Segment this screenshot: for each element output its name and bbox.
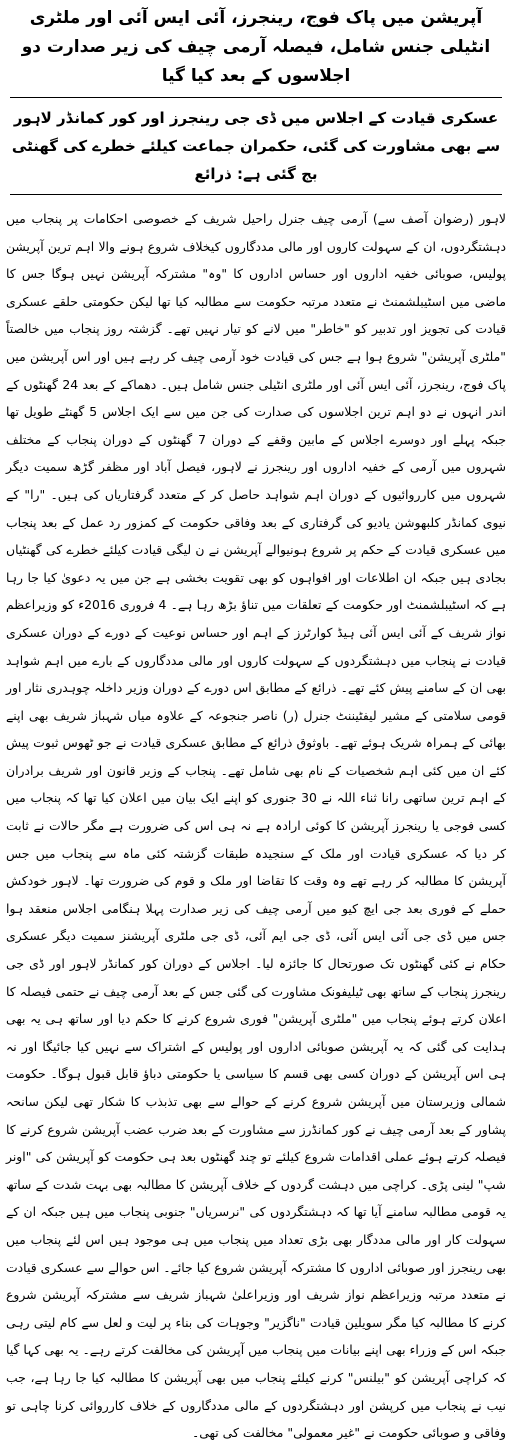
divider <box>10 97 502 98</box>
divider <box>10 194 502 195</box>
headline: آپریشن میں پاک فوج، رینجرز، آئی ایس آئی اور ملٹری انٹیلی جنس شامل، فیصلہ آرمی چیف کی زیر صدارت دو اجلاسوں کے بعد کیا گیا <box>21 8 491 86</box>
article-body: لاہور (رضوان آصف سے) آرمی چیف جنرل راحیل شریف کے خصوصی احکامات پر پنجاب میں دہشتگردوں، ان کے سہولت کاروں اور مالی مددگاروں کیخلاف شروع ہونے والا اہم ترین آپریشن پولیس، صوبائی خفیہ اداروں اور حساس اداروں کا "وہ" مشترکہ آپریشن نہیں ہوگا جس کا ماضی میں اسٹیبلشمنٹ نے متعدد مرتبہ حکومت سے مطالبہ کیا تھا لیکن حکومتی حلقے عسکری قیادت کی تجویز اور تدبیر کو "خاطر" میں لانے کو تیار نہیں تھے۔ گزشتہ روز پنجاب میں خالصتاً "ملٹری آپریشن" شروع ہوا ہے جس کی قیادت خود آرمی چیف کر رہے ہیں اور اس آپریشن میں پاک فوج، رینجرز، آئی ایس آئی اور ملٹری انٹیلی جنس شامل ہیں۔ دھماکے کے بعد 24 گھنٹوں کے اندر انہوں نے دو اہم ترین اجلاسوں کی صدارت کی جن میں سے ایک اجلاس 5 گھنٹے طویل تھا جبکہ پہلے اور دوسرے اجلاس کے مابین وقفے کے دوران 7 گھنٹوں کے دوران پنجاب کے مختلف شہروں میں آرمی کے خفیہ اداروں اور رینجرز نے لاہور، فیصل آباد اور مظفر گڑھ سمیت دیگر شہروں میں کارروائیوں کے دوران اہم شواہد حاصل کر کے متعدد گرفتاریاں کی ہیں۔ "را" کے نیوی کمانڈر کلبھوشن یادیو کی گرفتاری کے بعد وفاقی حکومت کے کمزور رد عمل کے بعد پنجاب میں عسکری قیادت کے حکم پر شروع ہونیوالے آپریشن نے ن لیگی قیادت کیلئے خطرے کی گھنٹیاں بجادی ہیں جبکہ ان اطلاعات اور افواہوں کو بھی تقویت بخشی ہے جن میں یہ دعویٰ کیا جا رہا ہے کہ اسٹیبلشمنٹ اور حکومت کے تعلقات میں تناؤ بڑھ رہا ہے۔ 4 فروری 2016ء کو وزیراعظم نواز شریف کے آئی ایس آئی ہیڈ کوارٹرز کے اہم اور حساس نوعیت کے دورے کے دوران عسکری قیادت نے پنجاب میں دہشتگردوں کے سہولت کاروں اور مالی مددگاروں کے بارے میں اہم شواہد بھی ان کے سامنے پیش کئے تھے۔ ذرائع کے مطابق اس دورے کے دوران وزیر داخلہ چوہدری نثار اور قومی سلامتی کے مشیر لیفٹیننٹ جنرل (ر) ناصر جنجوعہ کے علاوہ میاں شہباز شریف بھی اپنے بھائی کے ہمراہ شریک ہوئے تھے۔ باوثوق ذرائع کے مطابق عسکری قیادت نے جو ٹھوس ثبوت پیش کئے ان میں کئی اہم شخصیات کے نام بھی شامل تھے۔ پنجاب کے وزیر قانون اور شریف برادران کے اہم ترین ساتھی رانا ثناء اللہ نے 30 جنوری کو اپنے ایک بیان میں اعلان کیا تھا کہ پنجاب میں کسی فوجی یا رینجرز آپریشن کا کوئی ارادہ ہے نہ ہی اس کی ضرورت ہے مگر حالات نے ثابت کر دیا کہ عسکری قیادت اور ملک کے سنجیدہ طبقات گزشتہ کئی ماہ سے پنجاب میں جس آپریشن کا مطالبہ کر رہے تھے وہ وقت کا تقاضا اور ملک و قوم کی ضرورت تھا۔ لاہور خودکش حملے کے فوری بعد جی ایچ کیو میں آرمی چیف کی زیر صدارت پہلا ہنگامی اجلاس منعقد ہوا جس میں ڈی جی آئی ایس آئی، ڈی جی ایم آئی، ڈی جی ملٹری آپریشنز سمیت دیگر عسکری حکام نے کئی گھنٹوں تک صورتحال کا جائزہ لیا۔ اجلاس کے دوران کور کمانڈر لاہور اور ڈی جی رینجرز پنجاب کے ساتھ بھی ٹیلیفونک مشاورت کی گئی جس کے بعد آرمی چیف نے حتمی فیصلہ کا اعلان کرتے ہوئے پنجاب میں "ملٹری آپریشن" فوری شروع کرنے کا حکم دیا اور ساتھ ہی یہ بھی ہدایت کی گئی کہ یہ آپریشن صوبائی اداروں اور پولیس کے اشتراک سے نہیں کیا جائیگا اور نہ ہی اس آپریشن کے دوران کسی بھی قسم کا سیاسی یا حکومتی دباؤ قابل قبول ہوگا۔ حکومت شمالی وزیرستان میں آپریشن شروع کرنے کے حوالے سے بھی تذبذب کا شکار تھی لیکن سانحہ پشاور کے بعد آرمی چیف نے کور کمانڈرز سے مشاورت کے بعد ضرب عضب آپریشن شروع کرنے کا فیصلہ کرتے ہوئے عملی اقدامات شروع کیلئے تو چند گھنٹوں بعد ہی حکومت کو آپریشن کی "اونر شپ" لینی پڑی۔ کراچی میں دہشت گردوں کے خلاف آپریشن کا مطالبہ بھی بہت شدت کے ساتھ یہ قومی مطالبہ سامنے آیا تھا کہ دہشتگردوں کی "نرسریاں" جنوبی پنجاب میں ہیں جبکہ ان کے سہولت کار اور مالی مددگار بھی بڑی تعداد میں پنجاب میں ہی موجود ہیں اس لئے پنجاب میں بھی رینجرز اور صوبائی اداروں کا مشترکہ آپریشن شروع کیا جائے۔ اس حوالے سے عسکری قیادت نے متعدد مرتبہ وزیراعظم نواز شریف اور وزیراعلیٰ شہباز شریف سے مشترکہ آپریشن شروع کرنے کا مطالبہ کیا مگر سویلین قیادت "ناگزیر" وجوہات کی بناء پر لیت و لعل سے کام لیتی رہی جبکہ اس کے وزراء بھی اپنے بیانات میں پنجاب میں آپریشن کی مخالفت کرتے رہے۔ یہ بھی کہا گیا کہ کراچی آپریشن کو "بیلنس" کرنے کیلئے پنجاب میں بھی آپریشن کا مطالبہ کیا جا رہا ہے، جب نیب نے پنجاب میں کرپشن اور دہشتگردوں کے مالی مددگاروں کے خلاف کارروائی کرنا چاہی تو وفاقی و صوبائی حکومت نے "غیر معمولی" مخالفت کی تھی۔ <box>6 211 507 1441</box>
subheadline: عسکری قیادت کے اجلاس میں ڈی جی رینجرز اور کور کمانڈر لاہور سے بھی مشاورت کی گئی، حکمران جماعت کیلئے خطرے کی گھنٹی بج گئی ہے: ذرائع <box>11 109 501 183</box>
